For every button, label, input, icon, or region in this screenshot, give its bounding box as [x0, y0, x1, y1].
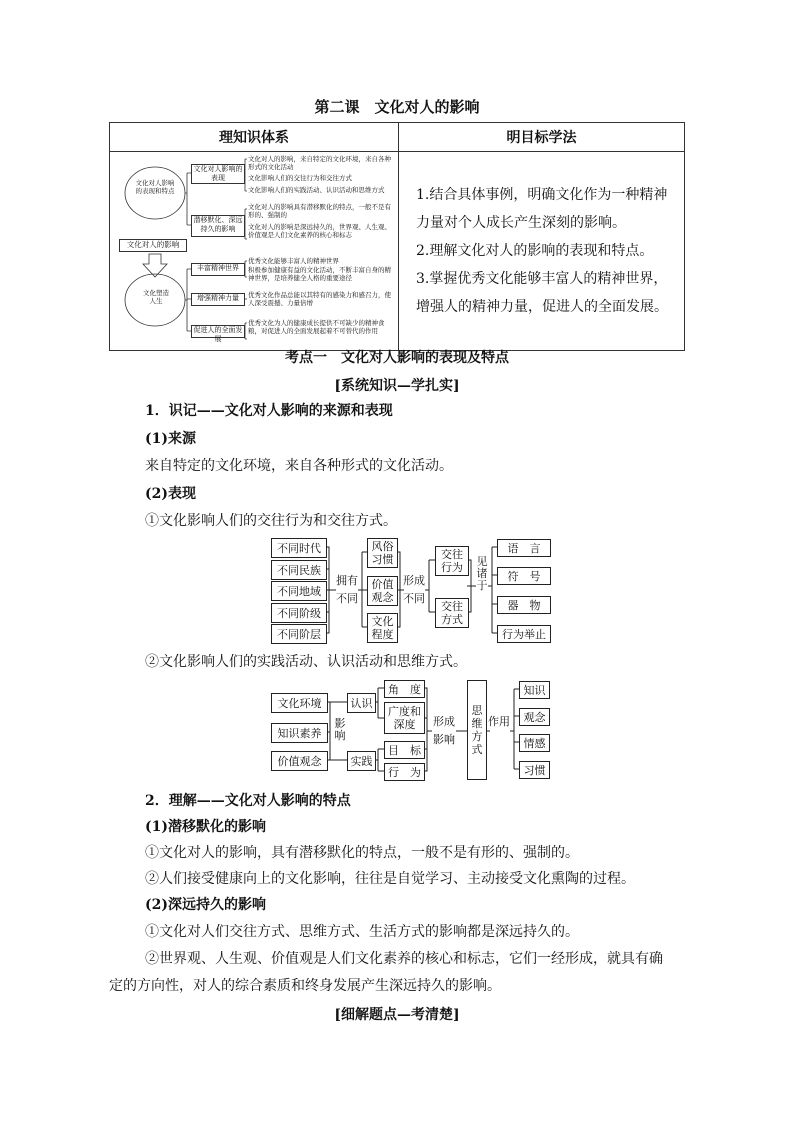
diagram2-influence: 影响	[334, 717, 346, 742]
goal-2: 2.理解文化对人的影响的表现和特点。	[416, 243, 654, 259]
diagram1-see: 见诸于	[476, 555, 488, 592]
mindmap-center-bottom: 文化塑造人生	[143, 289, 169, 305]
col2-header: 明目标学法	[399, 123, 685, 152]
diagram1-diff1: 不同	[336, 592, 358, 605]
diagram1-left-2: 不同民族	[271, 560, 327, 580]
p2-sub2: (2)深远持久的影响	[145, 897, 266, 913]
mindmap-b2-text-1: 文化对人的影响具有潜移默化的特点，一般不是有形的、强制的	[248, 203, 391, 219]
page-title: 第二课 文化对人的影响	[314, 98, 480, 116]
diagram2-mid-1: 角 度	[384, 680, 425, 698]
diagram2-cognition: 认识	[347, 693, 376, 713]
diagram2-form: 形成	[433, 715, 455, 728]
p2-heading: 2．理解——文化对人影响的特点	[145, 793, 351, 809]
diagram2-right-2: 观念	[519, 708, 550, 726]
mindmap-branch2: 潜移默化、深远持久的影响	[191, 215, 245, 237]
diagram1-left-5: 不同阶层	[271, 624, 327, 644]
mindmap-b1-text-1: 文化对人的影响，来自特定的文化环境，来自各种形式的文化活动	[248, 155, 391, 171]
diagram1-left-1: 不同时代	[271, 538, 327, 558]
diagram1-right-2: 交往方式	[435, 598, 469, 628]
diagram1-form: 形成	[403, 574, 425, 587]
mindmap-branch3: 丰富精神世界	[191, 263, 245, 276]
diagram1-far-1: 语 言	[497, 539, 551, 557]
p2-sub1: (1)潜移默化的影响	[145, 819, 266, 835]
mindmap-cell	[110, 152, 399, 351]
diagram1-far-2: 符 号	[497, 567, 551, 585]
p1-show-heading: (2)表现	[145, 486, 196, 502]
overview-table	[109, 122, 685, 351]
section-subtitle: [系统知识—学扎实]	[334, 378, 460, 394]
diagram1-have: 拥有	[336, 574, 358, 587]
diagram1-mid-1: 风俗习惯	[367, 538, 398, 568]
diagram2-left-3: 价值观念	[271, 751, 328, 771]
diagram2-mid-2: 广度和深度	[384, 702, 425, 734]
diagram2-left-2: 知识素养	[271, 723, 328, 743]
diagram2-mid-4: 行 为	[384, 763, 425, 781]
diagram2-right-4: 习惯	[519, 761, 550, 779]
mindmap-b1-text-2: 文化影响人们的交往行为和交往方式	[248, 174, 352, 182]
p2-sub1-a: ①文化对人的影响，具有潜移默化的特点，一般不是有形的、强制的。	[145, 845, 579, 861]
p1-source-heading: (1)来源	[145, 431, 196, 447]
p1-source-text: 来自特定的文化环境，来自各种形式的文化活动。	[145, 458, 453, 474]
mindmap-b3-text-1: 优秀文化能够丰富人的精神世界	[248, 257, 339, 265]
diagram2-act: 作用	[488, 715, 510, 728]
diagram2-right-1: 知识	[519, 681, 550, 699]
footer-subtitle: [细解题点—考清楚]	[334, 1007, 460, 1023]
mindmap-branch4: 增强精神力量	[191, 293, 245, 306]
mindmap-branch1: 文化对人影响的表现	[191, 164, 245, 184]
diagram1-left-3: 不同地域	[271, 581, 327, 601]
mindmap-b3-text-2: 积极参加健康有益的文化活动，不断丰富自身的精神世界，是培养健全人格的重要途径	[248, 266, 391, 282]
diagram2-influence2: 影响	[433, 733, 455, 746]
diagram2-think: 思维方式	[467, 680, 487, 780]
p2-sub1-b: ②人们接受健康向上的文化影响，往往是自觉学习、主动接受文化熏陶的过程。	[145, 871, 635, 887]
goal-3: 3.掌握优秀文化能够丰富人的精神世界，增强人的精神力量，促进人的全面发展。	[416, 271, 668, 315]
goals-cell	[399, 152, 685, 351]
p1-item1: ①文化影响人们的交往行为和交往方式。	[145, 513, 397, 529]
diagram2-right-3: 情感	[519, 734, 550, 752]
diagram1-mid-3: 文化程度	[367, 613, 398, 643]
p1-heading: 1．识记——文化对人影响的来源和表现	[145, 403, 393, 419]
diagram1-left-4: 不同阶级	[271, 603, 327, 623]
goal-1: 1.结合具体事例，明确文化作为一种精神力量对个人成长产生深刻的影响。	[416, 187, 668, 231]
diagram2-left-1: 文化环境	[271, 693, 328, 713]
diagram1-far-4: 行为举止	[497, 625, 551, 643]
mindmap-b1-text-3: 文化影响人们的实践活动、认识活动和思维方式	[248, 186, 385, 194]
section-title: 考点一 文化对人影响的表现及特点	[285, 350, 509, 366]
diagram-communication	[0, 530, 794, 648]
mindmap-branch5: 促进人的全面发展	[191, 325, 245, 338]
diagram1-mid-2: 价值观念	[367, 576, 398, 606]
mindmap-b5-text-1: 优秀文化为人的健康成长提供不可缺少的精神食粮，对促进人的全面发展起着不可替代的作用	[248, 319, 385, 335]
diagram2-practice: 实践	[347, 751, 376, 771]
diagram-thinking	[0, 676, 794, 784]
mindmap-center-label: 文化对人的影响	[119, 239, 187, 252]
diagram1-diff2: 不同	[403, 592, 425, 605]
p2-sub2-b1: ②世界观、人生观、价值观是人们文化素养的核心和标志，它们一经形成，就具有确	[145, 951, 663, 967]
diagram1-far-3: 器 物	[497, 596, 551, 614]
diagram2-mid-3: 目 标	[384, 741, 425, 759]
diagram1-right-1: 交往行为	[435, 546, 469, 576]
mindmap-center-top: 文化对人影响的表现和特点	[135, 179, 175, 195]
mindmap	[111, 153, 397, 349]
p2-sub2-b2: 定的方向性，对人的综合素质和终身发展产生深远持久的影响。	[109, 978, 501, 994]
p1-item2: ②文化影响人们的实践活动、认识活动和思维方式。	[145, 654, 467, 670]
mindmap-b4-text-1: 优秀文化作品总能以其特有的感染力和感召力，使人深受震撼、力量倍增	[248, 291, 391, 307]
p2-sub2-a: ①文化对人们交往方式、思维方式、生活方式的影响都是深远持久的。	[145, 924, 579, 940]
mindmap-b2-text-2: 文化对人的影响是深远持久的，世界观、人生观、价值观是人们文化素养的核心和标志	[248, 223, 391, 239]
col1-header: 理知识体系	[110, 123, 399, 152]
goals-list	[400, 181, 683, 321]
